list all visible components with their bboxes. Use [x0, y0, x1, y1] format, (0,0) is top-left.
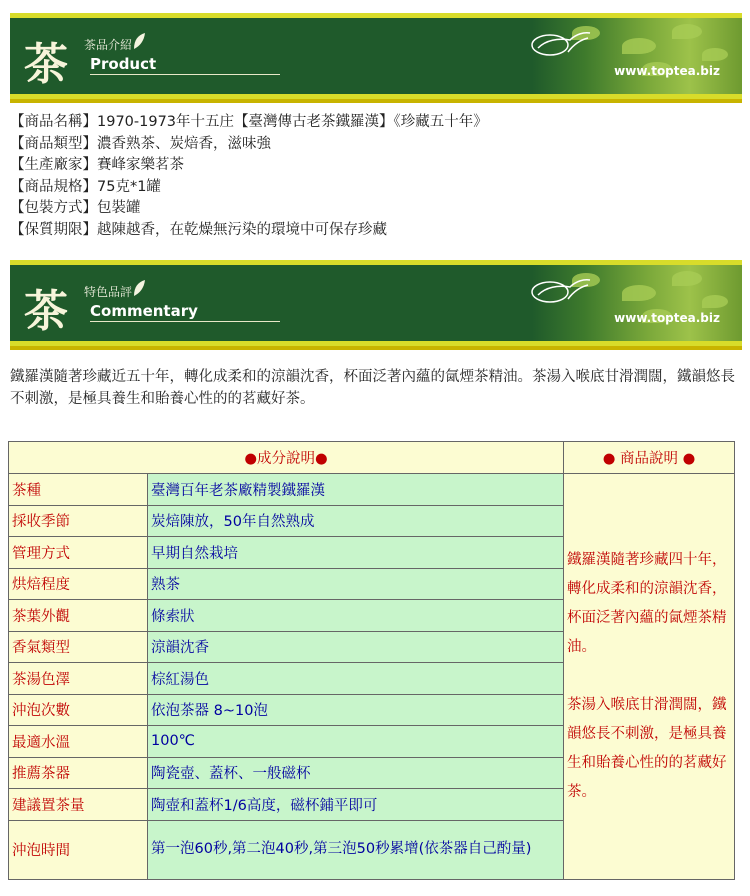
row-label: 沖泡次數 — [9, 694, 148, 726]
header-ingredients: ●成分說明● — [9, 442, 564, 474]
header-product-description: ● 商品說明 ● — [564, 442, 735, 474]
product-banner — [10, 13, 742, 105]
row-label: 最適水溫 — [9, 726, 148, 758]
tea-leaf-logo-icon — [530, 30, 592, 60]
product-description-cell — [564, 474, 735, 880]
banner-zh-title: 特色品評 — [84, 285, 133, 299]
row-value: 臺灣百年老茶廠精製鐵羅漢 — [148, 474, 564, 506]
commentary-banner — [10, 260, 742, 352]
info-row-type: 【商品類型】濃香熟茶、炭焙香，滋味強 — [10, 135, 271, 152]
banner-en-title: Product — [90, 55, 157, 73]
leaf-icon — [132, 32, 146, 50]
row-label: 茶湯色澤 — [9, 663, 148, 695]
description-paragraph-2: 茶湯入喉底甘滑潤闊，鐵韻悠長不刺激，是極具養生和貽養心性的的茗藏好茶。 — [567, 696, 727, 800]
banner-bottom-bar — [10, 346, 742, 350]
banner-zh-title: 茶品介紹 — [84, 38, 133, 52]
info-row-manufacturer: 【生產廠家】賽峰家樂茗茶 — [10, 157, 184, 173]
info-row-shelf-life: 【保質期限】越陳越香，在乾燥無污染的環境中可保存珍藏 — [10, 221, 387, 238]
row-label: 茶種 — [9, 474, 148, 506]
row-value: 涼韻沈香 — [148, 631, 564, 663]
info-row-spec: 【商品規格】75克*1罐 — [10, 178, 161, 195]
row-value: 棕紅湯色 — [148, 663, 564, 695]
row-label: 建議置茶量 — [9, 789, 148, 821]
tea-character-logo: 茶 — [24, 39, 66, 90]
banner-underline — [90, 74, 280, 75]
banner-bottom-bar — [10, 99, 742, 103]
row-value: 100℃ — [148, 726, 564, 758]
row-value: 熟茶 — [148, 568, 564, 600]
row-value: 依泡茶器 8~10泡 — [148, 694, 564, 726]
row-label: 沖泡時間 — [9, 820, 148, 879]
commentary-text: 鐵羅漢隨著珍藏近五十年，轉化成柔和的涼韻沈香，杯面泛著內蘊的氤煙茶精油。茶湯入喉底甘滑潤闊，鐵韻悠長不刺激，是極具養生和貽養心性的的茗藏好茶。 — [10, 369, 735, 407]
description-paragraph-1: 鐵羅漢隨著珍藏四十年，轉化成柔和的涼韻沈香，杯面泛著內蘊的氤煙茶精油。 — [567, 551, 727, 655]
row-value: 炭焙陳放，50年自然熟成 — [148, 505, 564, 537]
row-value: 條索狀 — [148, 600, 564, 632]
table-header-row — [9, 442, 735, 474]
spec-table — [8, 441, 735, 880]
row-value: 第一泡60秒,第二泡40秒,第三泡50秒累增(依茶器自己酌量) — [148, 820, 564, 879]
info-row-name: 【商品名稱】1970-1973年十五庄【臺灣傳古老茶鐵羅漢】《珍藏五十年》 — [10, 114, 488, 130]
row-label: 採收季節 — [9, 505, 148, 537]
tea-character-logo: 茶 — [24, 286, 66, 337]
row-label: 香氣類型 — [9, 631, 148, 663]
banner-en-title: Commentary — [90, 302, 198, 320]
leaf-icon — [132, 279, 146, 297]
row-label: 管理方式 — [9, 537, 148, 569]
banner-body — [10, 18, 742, 94]
table-row — [9, 474, 735, 506]
info-row-packaging: 【包裝方式】包裝罐 — [10, 200, 141, 216]
banner-underline — [90, 321, 280, 322]
row-label: 烘焙程度 — [9, 568, 148, 600]
tea-leaf-logo-icon — [530, 277, 592, 307]
banner-body — [10, 265, 742, 341]
website-url: www.toptea.biz — [614, 311, 720, 325]
row-label: 茶葉外觀 — [9, 600, 148, 632]
row-label: 推薦茶器 — [9, 757, 148, 789]
product-info-list — [10, 112, 742, 241]
row-value: 陶瓷壺、蓋杯、一般磁杯 — [148, 757, 564, 789]
website-url: www.toptea.biz — [614, 64, 720, 78]
row-value: 陶壺和蓋杯1/6高度，磁杯鋪平即可 — [148, 789, 564, 821]
row-value: 早期自然栽培 — [148, 537, 564, 569]
